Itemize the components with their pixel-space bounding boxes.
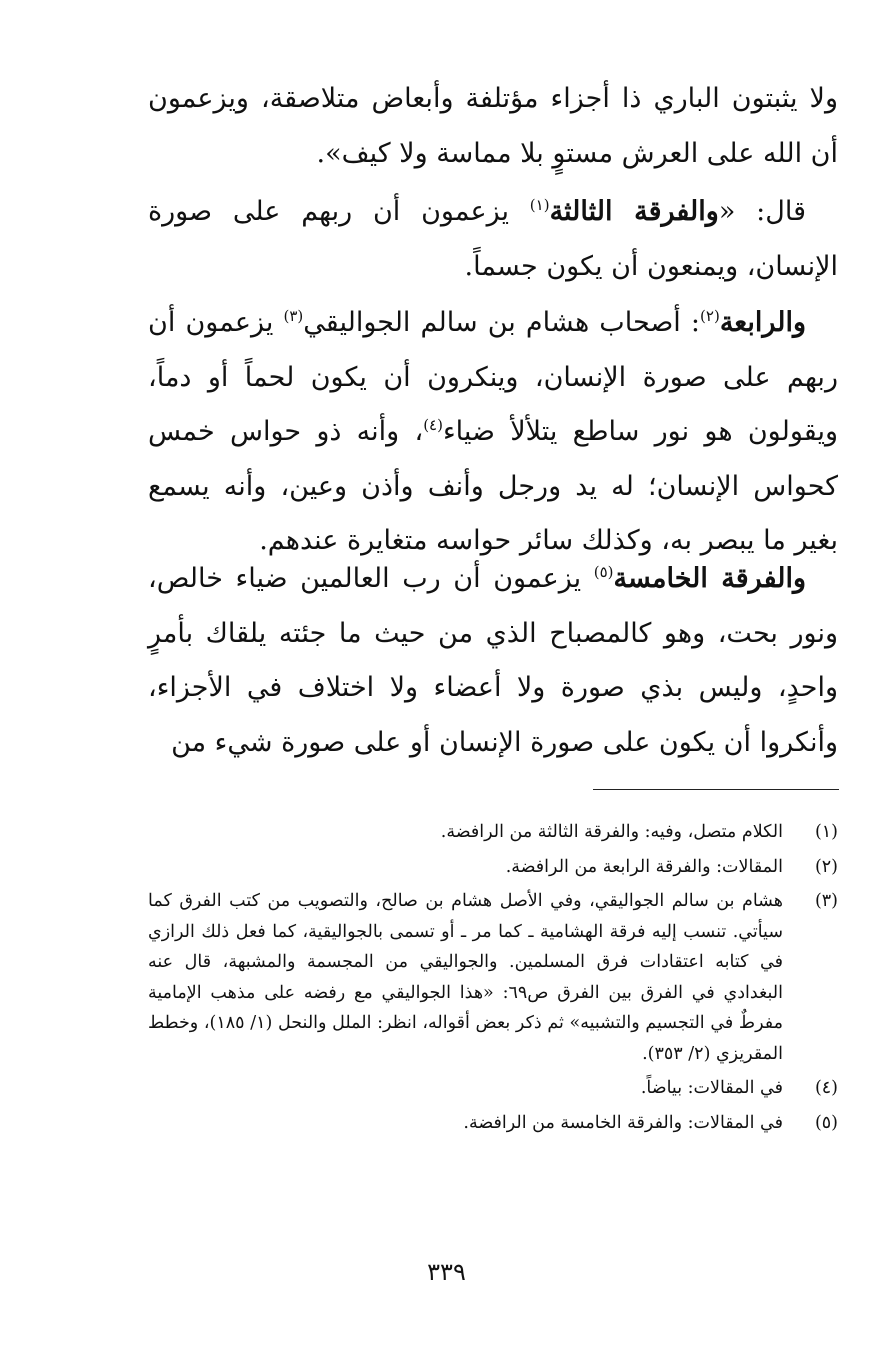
footnote-5 bbox=[148, 1108, 838, 1139]
footnote-ref-1[interactable]: (١) bbox=[529, 196, 550, 214]
paragraph-2-text bbox=[148, 185, 838, 294]
p2-heading-third-sect: والفرقة الثالثة bbox=[549, 196, 719, 227]
p3-heading-fourth-sect: والرابعة bbox=[719, 307, 806, 338]
footnote-text: هشام بن سالم الجواليقي، وفي الأصل هشام بن صالح، والتصويب من كتب الفرق كما سيأتي. تنسب إليه فرقة الهشامية ـ كما مر ـ أو تسمى بالجواليقية، كما فعل ذلك الرازي في كتابه اعتقادات فرق المسلمين. والجواليقي من المجسمة والمشبهة، قال عنه البغدادي في الفرق بين الفرق ص٦٩: «هذا الجواليقي مع رفضه على مذهب الإمامية مفرطٌ في التجسيم والتشبيه» ثم ذكر بعض أقواله، انظر: الملل والنحل (١/ ١٨٥)، وخطط المقريزي (٢/ ٣٥٣). bbox=[148, 891, 783, 1064]
p4-rest: يزعمون أن رب العالمين ضياء خالص، ونور بحت، وهو كالمصباح الذي من حيث ما جئته يلقاك بأمرٍ واحدٍ، وليس بذي صورة ولا أعضاء ولا اختلاف في الأجزاء، وأنكروا أن يكون على صورة الإنسان أو على صورة شيء من bbox=[148, 563, 838, 758]
footnote-3 bbox=[148, 886, 838, 1069]
footnote-ref-2[interactable]: (٢) bbox=[700, 307, 720, 325]
footnote-2 bbox=[148, 852, 838, 883]
paragraph-2 bbox=[148, 185, 838, 294]
p3-mid-1: : أصحاب هشام بن سالم الجواليقي bbox=[303, 307, 701, 338]
footnote-number: (٢) bbox=[814, 856, 838, 877]
footnote-text: المقالات: والفرقة الرابعة من الرافضة. bbox=[505, 856, 783, 877]
footnote-1 bbox=[148, 817, 838, 848]
footnote-number: (١) bbox=[814, 822, 838, 842]
footnote-number: (٣) bbox=[814, 891, 838, 911]
paragraph-3 bbox=[148, 296, 838, 569]
p2-rest: يزعمون أن ربهم على صورة الإنسان، ويمنعون أن يكون جسماً. bbox=[148, 196, 838, 282]
page-number: ٣٣٩ bbox=[427, 1258, 466, 1286]
footnote-text: في المقالات: والفرقة الخامسة من الرافضة. bbox=[463, 1112, 783, 1133]
footnote-text: الكلام متصل، وفيه: والفرقة الثالثة من الرافضة. bbox=[440, 822, 783, 842]
footnote-ref-3[interactable]: (٣) bbox=[283, 307, 304, 325]
paragraph-1 bbox=[148, 72, 838, 181]
footnote-number: (٤) bbox=[814, 1078, 838, 1098]
footnote-number: (٥) bbox=[814, 1112, 838, 1133]
footnote-ref-4[interactable]: (٤) bbox=[423, 416, 443, 434]
footnote-ref-5[interactable]: (٥) bbox=[593, 563, 614, 581]
paragraph-3-text bbox=[148, 296, 838, 569]
paragraph-4 bbox=[148, 552, 838, 770]
footnote-4 bbox=[148, 1073, 838, 1104]
p4-heading-fifth-sect: والفرقة الخامسة bbox=[613, 563, 807, 594]
footnote-separator bbox=[593, 789, 839, 790]
p3-mid-2: يزعمون أن ربهم على صورة الإنسان، وينكرون أن يكون لحماً أو دماً، ويقولون هو نور ساطع يتلألأ ضياء bbox=[148, 307, 839, 447]
footnote-text: في المقالات: بياضاً. bbox=[640, 1078, 783, 1098]
paragraph-1-text: ولا يثبتون الباري ذا أجزاء مؤتلفة وأبعاض متلاصقة، ويزعمون أن الله على العرش مستوٍ بلا مماسة ولا كيف». bbox=[148, 83, 838, 169]
p2-lead: قال: « bbox=[718, 196, 807, 227]
footnotes bbox=[148, 817, 838, 1142]
paragraph-4-text bbox=[148, 552, 838, 770]
p3-rest: ، وأنه ذو حواس خمس كحواس الإنسان؛ له يد ورجل وأنف وأذن وعين، وأنه يسمع بغير ما يبصر به، وكذلك سائر حواسه متغايرة عندهم. bbox=[148, 416, 838, 556]
